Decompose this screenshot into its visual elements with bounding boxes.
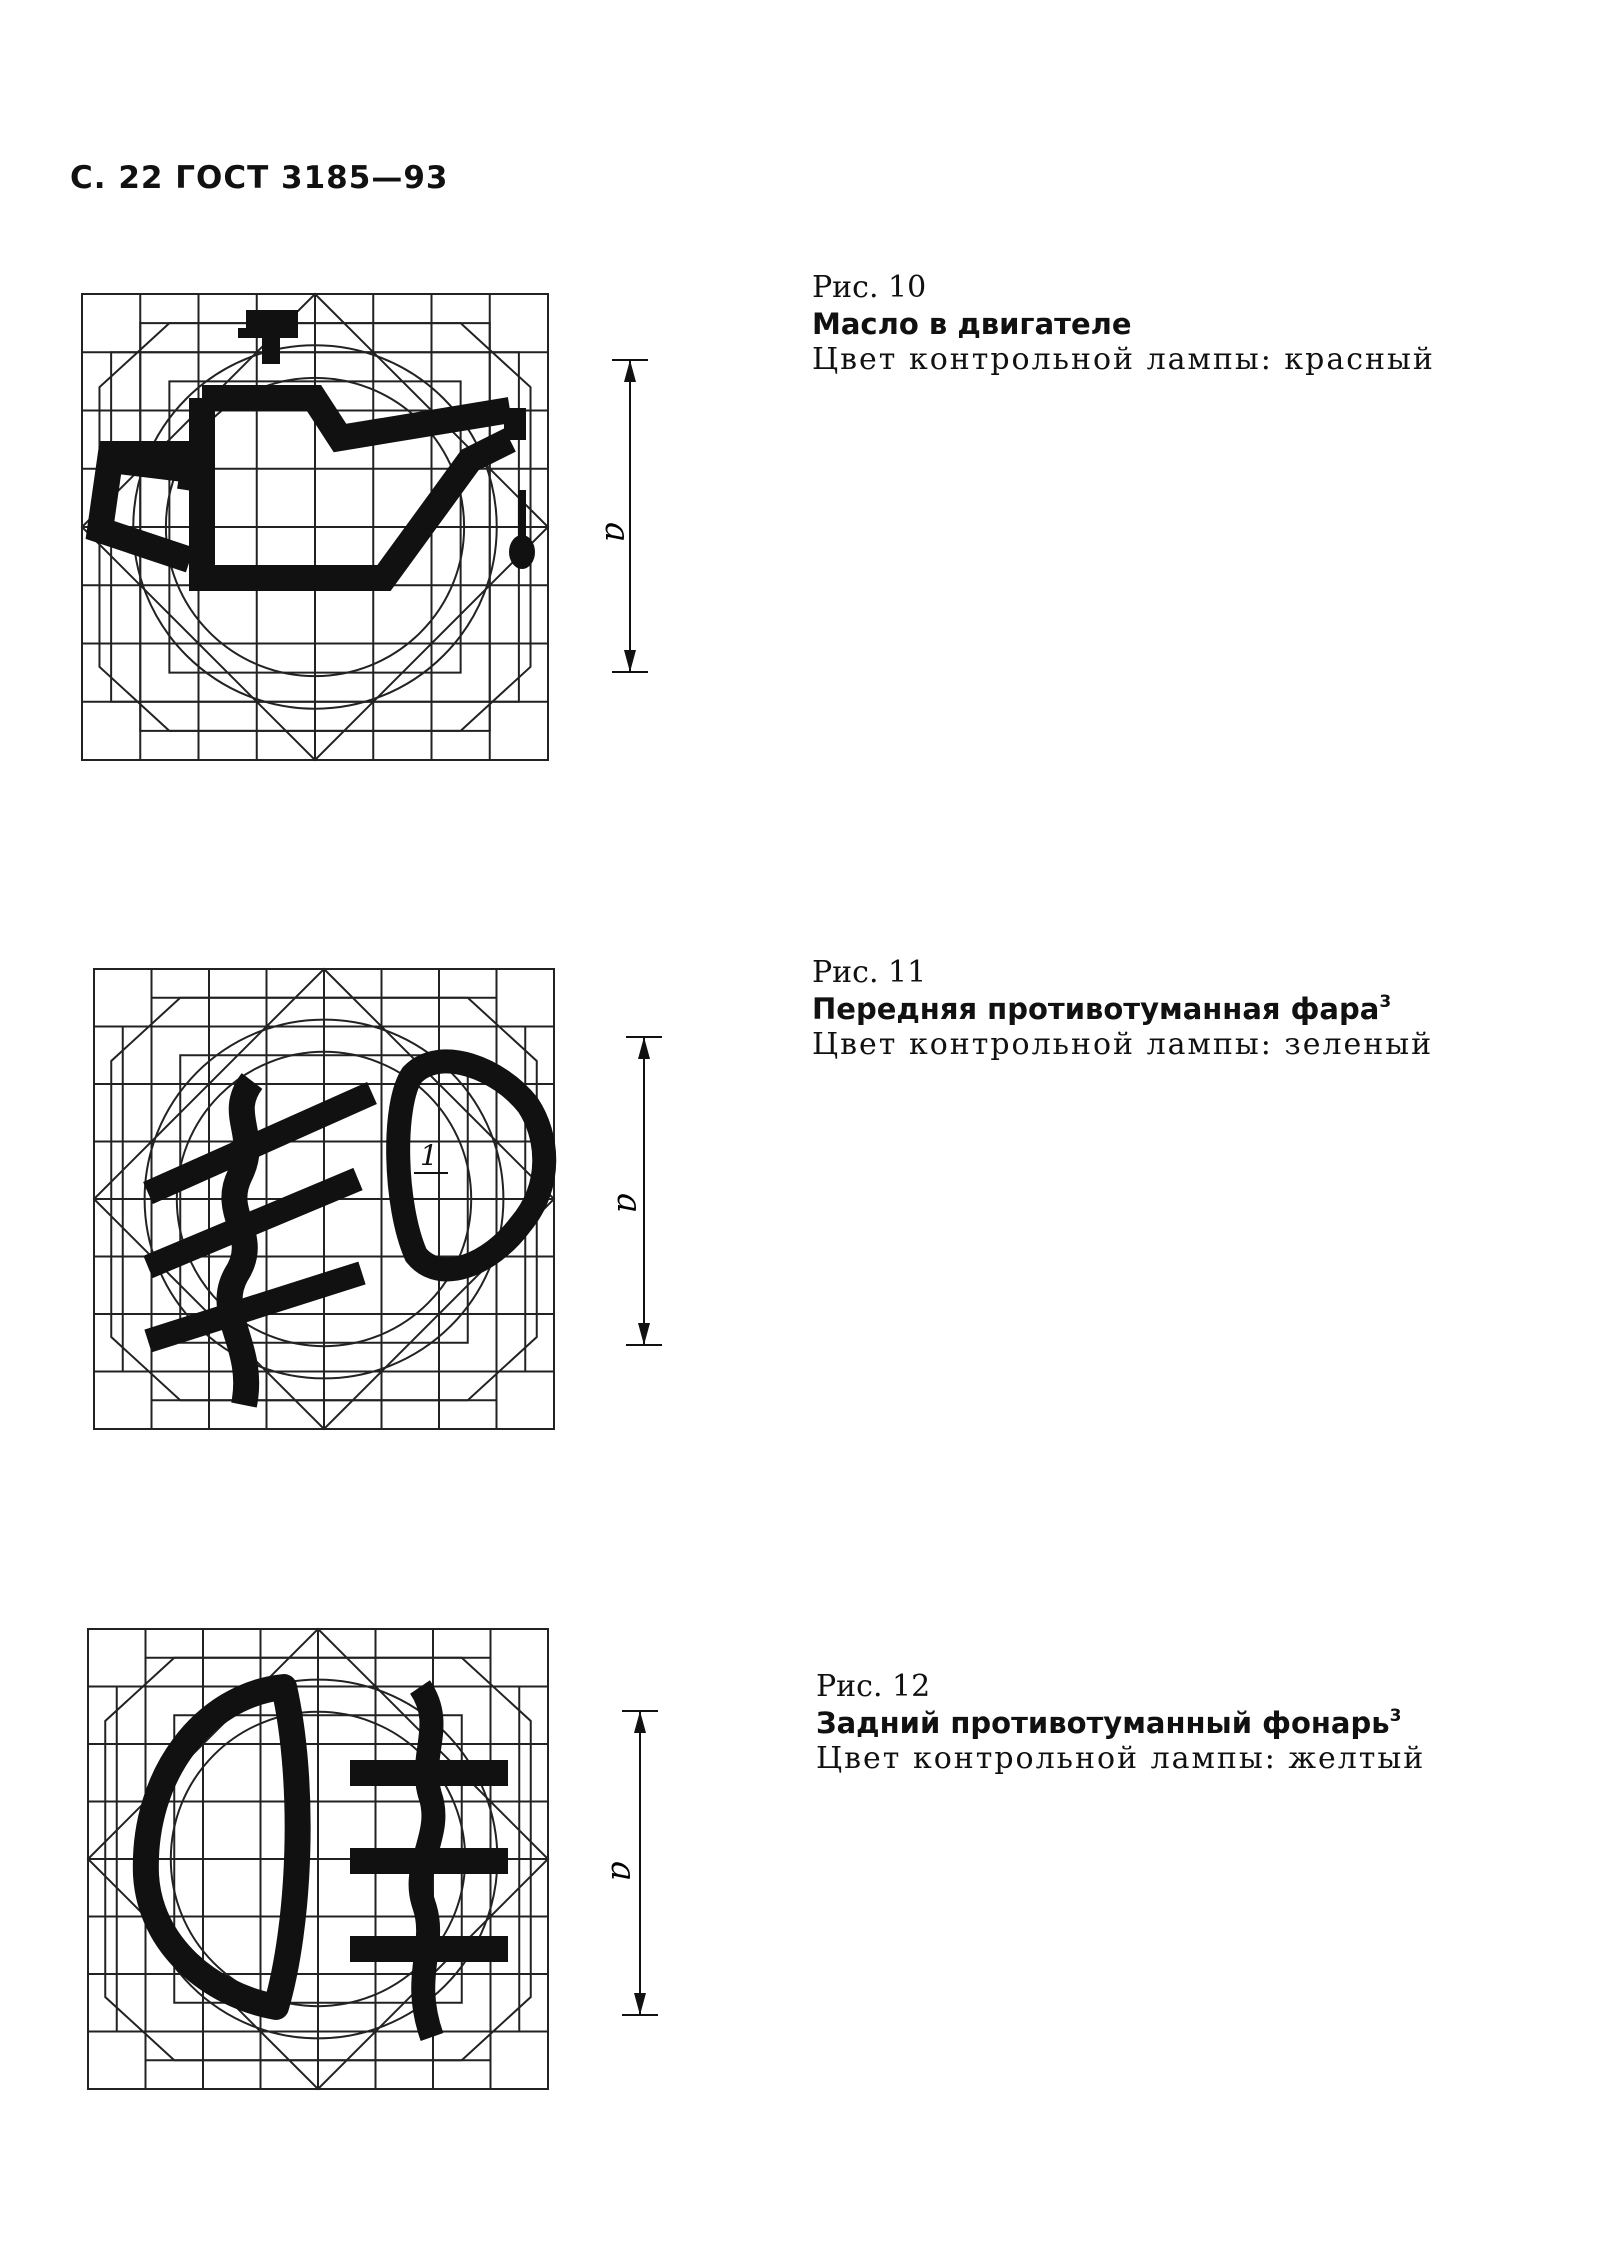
figure-caption — [812, 270, 1435, 378]
engine-oil-can-icon — [100, 310, 535, 578]
figure-12 — [0, 1625, 1603, 2105]
footnote-ref: 3 — [1389, 1706, 1402, 1726]
dimension-label: a — [597, 522, 637, 543]
figure-number: Рис. 11 — [812, 955, 927, 990]
dimension-line — [612, 360, 648, 672]
figure-10-drawing — [0, 290, 760, 770]
rear-fog-lamp-icon — [146, 1687, 508, 2037]
figure-title — [816, 1705, 1425, 1741]
figure-title — [812, 306, 1435, 342]
dimension-line — [626, 1037, 662, 1345]
figure-caption — [812, 955, 1433, 1063]
construction-grid — [82, 294, 548, 760]
lamp-color-line: Цвет контрольной лампы: красный — [812, 342, 1435, 377]
page-header: С. 22 ГОСТ 3185—93 — [70, 160, 449, 196]
dimension-label: a — [609, 1193, 649, 1214]
figure-title — [812, 991, 1433, 1027]
figure-number: Рис. 10 — [812, 270, 927, 305]
figure-title-text: Задний противотуманный фонарь — [816, 1706, 1390, 1740]
figure-number: Рис. 12 — [816, 1669, 931, 1704]
figure-title-text: Масло в двигателе — [812, 307, 1132, 341]
front-fog-lamp-icon — [148, 1061, 544, 1405]
dimension-label: a — [603, 1861, 643, 1882]
figure-11 — [0, 955, 1603, 1445]
lamp-color-line: Цвет контрольной лампы: желтый — [816, 1741, 1426, 1776]
footnote-ref: 3 — [1379, 992, 1392, 1012]
figure-caption — [816, 1669, 1425, 1777]
figure-12-drawing — [0, 1625, 760, 2105]
inner-label: 1 — [420, 1139, 438, 1172]
figure-title-text: Передняя противотуманная фара — [812, 992, 1380, 1026]
lamp-color-line: Цвет контрольной лампы: зеленый — [812, 1027, 1434, 1062]
figure-11-drawing — [0, 965, 760, 1445]
figure-10 — [0, 270, 1603, 770]
